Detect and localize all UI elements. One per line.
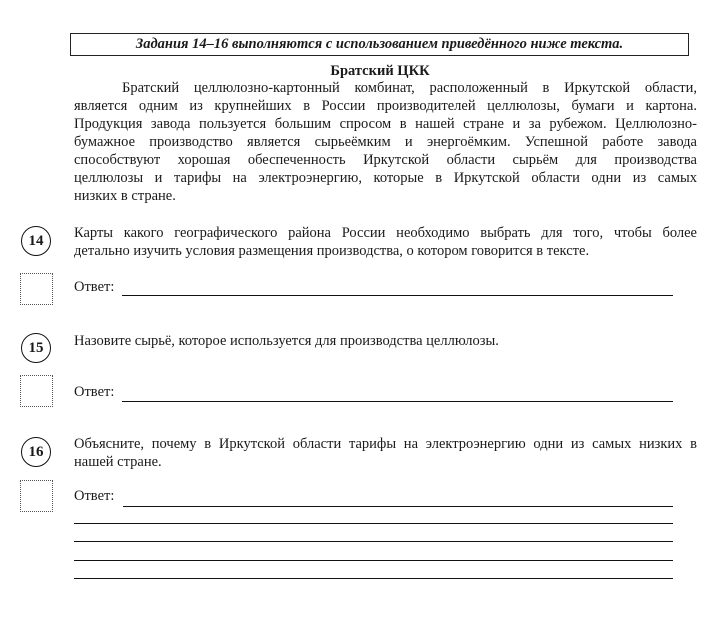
text-line: целлюлозы и тарифы на электроэнергию, которые в Иркутской области одни из самых <box>74 170 697 186</box>
answer-line-16-extra[interactable] <box>74 578 673 579</box>
question-14-text: детально изучить условия размещения производства, о котором говорится в тексте. <box>74 243 590 259</box>
question-number-15: 15 <box>21 333 51 363</box>
question-16-text: нашей стране. <box>74 454 162 470</box>
answer-line-16-extra[interactable] <box>74 560 673 561</box>
answer-label: Ответ: <box>74 279 115 295</box>
text-line: является одним из крупнейших в России производителей целлюлозы, бумаги и картона. <box>74 98 697 114</box>
question-number-14: 14 <box>21 226 51 256</box>
text-line: низких в стране. <box>74 188 176 204</box>
answer-line-15[interactable] <box>122 401 673 402</box>
answer-line-14[interactable] <box>122 295 673 296</box>
text-title: Братский ЦКК <box>330 63 430 79</box>
answer-line-16-extra[interactable] <box>74 523 673 524</box>
question-16-text: Объясните, почему в Иркутской области тарифы на электроэнергию одни из самых низких в <box>74 436 697 452</box>
instructions-header: Задания 14–16 выполняются с использованием приведённого ниже текста. <box>70 33 689 56</box>
text-line: Продукция завода пользуется большим спросом в нашей стране и за рубежом. Целлюлозно- <box>74 116 697 132</box>
answer-line-16[interactable] <box>123 506 673 507</box>
score-box-15 <box>20 375 53 407</box>
text-line: способствуют хорошая обеспеченность Иркутской области сырьём для производства <box>74 152 697 168</box>
score-box-14 <box>20 273 53 305</box>
question-number-16: 16 <box>21 437 51 467</box>
score-box-16 <box>20 480 53 512</box>
answer-line-16-extra[interactable] <box>74 541 673 542</box>
text-line: бумажное производство является сырьеёмким и энергоёмким. Успешной работе завода <box>74 134 697 150</box>
text-line: Братский целлюлозно-картонный комбинат, расположенный в Иркутской области, <box>122 80 697 96</box>
answer-label: Ответ: <box>74 488 115 504</box>
question-14-text: Карты какого географического района России необходимо выбрать для того, чтобы более <box>74 225 697 241</box>
question-15-text: Назовите сырьё, которое используется для производства целлюлозы. <box>74 333 499 349</box>
answer-label: Ответ: <box>74 384 115 400</box>
